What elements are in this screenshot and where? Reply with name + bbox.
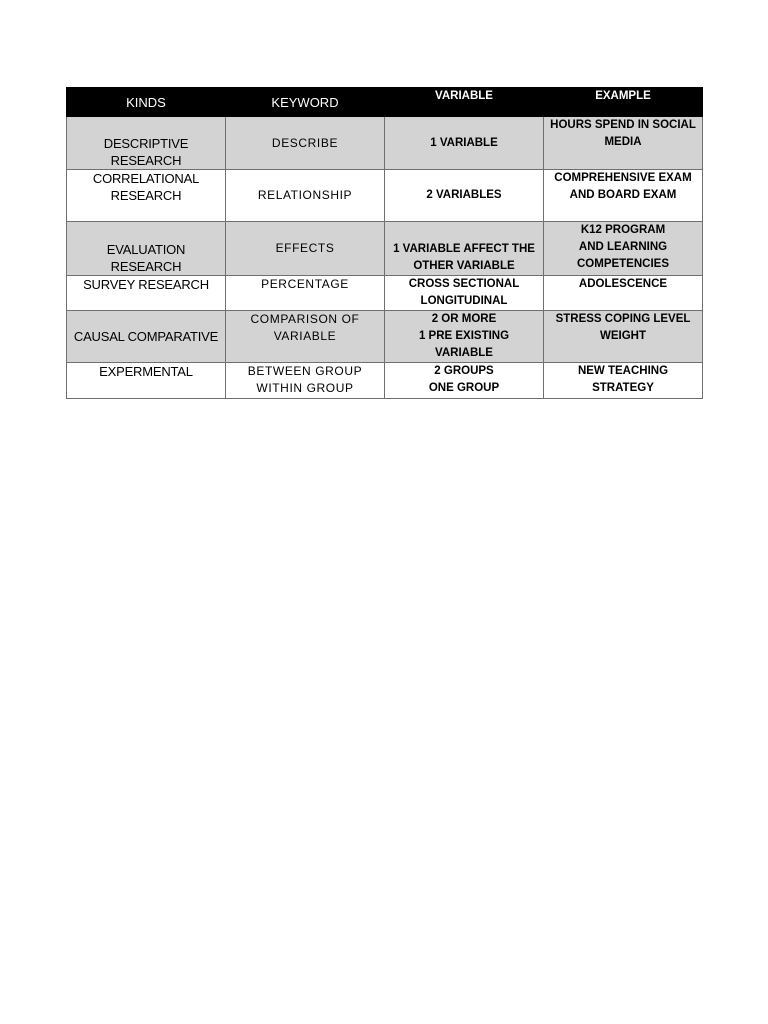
example-cell [544,117,703,170]
cell-line: AND BOARD EXAM [569,189,677,201]
example-cell [544,222,703,276]
keyword-cell [226,311,385,363]
cell-line: DESCRIPTIVE [103,136,189,151]
example-cell [544,276,703,311]
cell-line: MEDIA [604,136,642,148]
cell-line: BETWEEN GROUP [247,364,363,378]
cell-line: COMPETENCIES [576,258,669,270]
cell-line: ADOLESCENCE [578,278,668,290]
header-row [67,88,703,117]
keyword-cell [226,222,385,276]
cell-line: RESEARCH [110,153,182,168]
cell-line: OTHER VARIABLE [413,260,515,272]
kind-cell [67,363,226,399]
variable-cell [385,222,544,276]
keyword-cell [226,276,385,311]
cell-line: CAUSAL COMPARATIVE [73,329,219,344]
cell-line: COMPREHENSIVE EXAM [554,172,692,184]
keyword-cell [226,117,385,170]
header-kinds: KINDS [67,88,226,117]
cell-line: STRATEGY [592,382,654,394]
cell-line: 1 VARIABLE [430,136,498,149]
cell-line: LONGITUDINAL [420,295,508,307]
cell-line: VARIABLE [273,329,337,343]
cell-line: 2 VARIABLES [426,189,502,201]
cell-line: K12 PROGRAM [580,224,666,236]
cell-line: EFFECTS [275,241,335,255]
table-row [67,363,703,399]
example-cell [544,311,703,363]
cell-line: COMPARISON OF [250,312,360,326]
kind-cell [67,117,226,170]
cell-line: 2 GROUPS [434,365,494,377]
table-row [67,117,703,170]
cell-line: PERCENTAGE [261,277,349,291]
keyword-cell [226,363,385,399]
example-cell [544,170,703,222]
kind-cell [67,311,226,363]
cell-line: AND LEARNING [578,241,668,253]
kind-cell [67,276,226,311]
kind-cell [67,170,226,222]
cell-line: RESEARCH [110,259,182,274]
cell-line: DESCRIBE [271,135,339,150]
cell-line: NEW TEACHING [577,365,669,377]
header-example: EXAMPLE [544,88,703,117]
cell-line: RESEARCH [110,188,182,203]
cell-line: HOURS SPEND IN SOCIAL [550,119,696,131]
table-row [67,276,703,311]
variable-cell [385,170,544,222]
example-cell [544,363,703,399]
header-variable: VARIABLE [385,88,544,117]
cell-line: RELATIONSHIP [257,188,353,202]
cell-line: 1 VARIABLE AFFECT THE [393,243,535,255]
cell-line: WITHIN GROUP [256,381,354,395]
cell-line: VARIABLE [435,347,493,359]
keyword-cell [226,170,385,222]
header-keyword: KEYWORD [226,88,385,117]
cell-line: ONE GROUP [428,382,500,394]
cell-line: 2 OR MORE [431,313,497,325]
variable-cell [385,311,544,363]
cell-line: 1 PRE EXISTING [418,330,510,342]
table-header [67,88,703,117]
cell-line: EVALUATION [106,242,186,257]
cell-line: CROSS SECTIONAL [408,278,520,290]
cell-line: EXPERMENTAL [99,364,193,379]
table-row [67,170,703,222]
cell-line: SURVEY RESEARCH [83,277,209,292]
variable-cell [385,117,544,170]
table-row [67,222,703,276]
research-kinds-table [66,87,703,399]
table-row [67,311,703,363]
cell-line: STRESS COPING LEVEL [555,313,691,325]
variable-cell [385,363,544,399]
kind-cell [67,222,226,276]
table-body [67,117,703,399]
cell-line: WEIGHT [600,330,646,342]
cell-line: CORRELATIONAL [92,171,200,186]
variable-cell [385,276,544,311]
